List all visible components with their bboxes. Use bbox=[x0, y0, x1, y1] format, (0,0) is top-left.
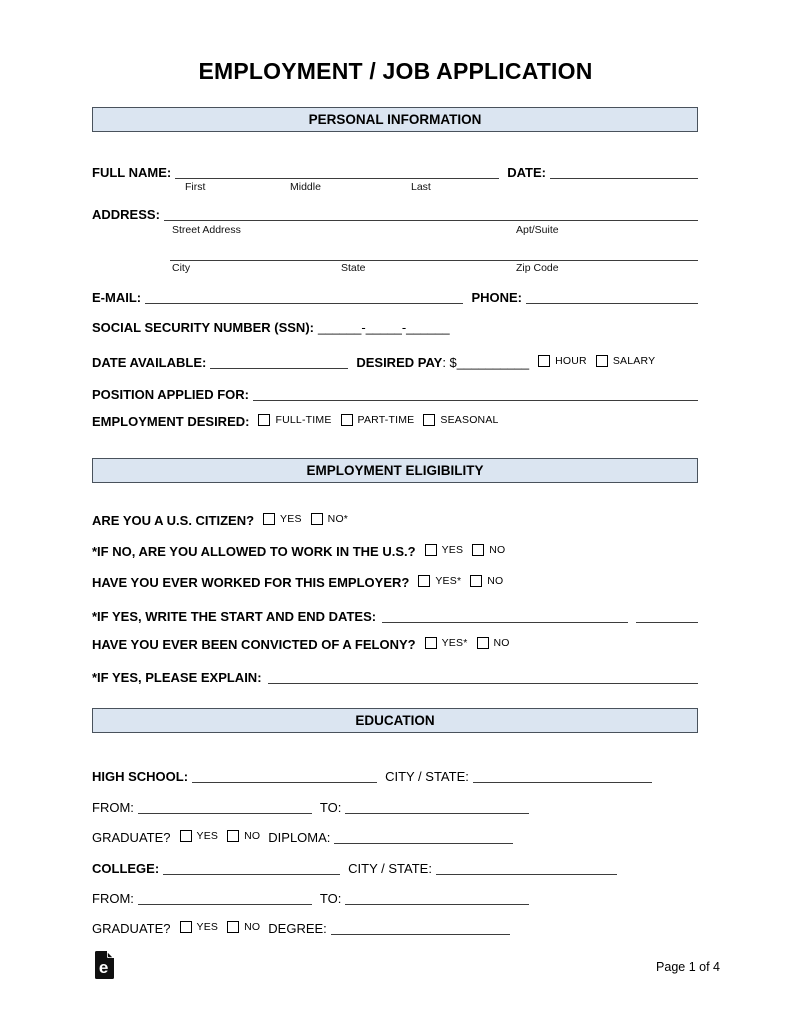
full-name-row bbox=[92, 162, 698, 180]
option-felony-yes bbox=[425, 637, 468, 649]
address-row-2 bbox=[92, 244, 698, 259]
position-label: POSITION APPLIED FOR: bbox=[92, 387, 249, 402]
citizen-no-checkbox[interactable] bbox=[311, 513, 323, 525]
hs-graduate-yes-checkbox[interactable] bbox=[180, 830, 192, 842]
ssn-row bbox=[92, 320, 698, 335]
full-name-blank[interactable] bbox=[175, 164, 499, 179]
ssn-label: SOCIAL SECURITY NUMBER (SSN): bbox=[92, 320, 314, 335]
full-time-label: FULL-TIME bbox=[275, 414, 332, 426]
page-number: Page 1 of 4 bbox=[656, 960, 720, 974]
section-header-education-label: EDUCATION bbox=[355, 713, 435, 728]
email-phone-row bbox=[92, 287, 698, 305]
phone-label: PHONE: bbox=[471, 290, 522, 305]
employment-desired-label: EMPLOYMENT DESIRED: bbox=[92, 414, 250, 429]
option-allowed-no bbox=[472, 544, 505, 556]
street-address-sublabel: Street Address bbox=[172, 224, 241, 236]
felony-question-row bbox=[92, 637, 510, 652]
hour-checkbox[interactable] bbox=[538, 355, 550, 367]
eforms-logo bbox=[95, 951, 114, 979]
allowed-yes-checkbox[interactable] bbox=[425, 544, 437, 556]
desired-pay-separator: : $ bbox=[442, 355, 457, 370]
last-sublabel: Last bbox=[411, 181, 431, 193]
allowed-question-row bbox=[92, 544, 505, 559]
hs-graduate-no-checkbox[interactable] bbox=[227, 830, 239, 842]
college-from-label: FROM: bbox=[92, 891, 134, 906]
phone-blank[interactable] bbox=[526, 289, 698, 304]
document-title: EMPLOYMENT / JOB APPLICATION bbox=[198, 58, 593, 84]
allowed-question-label: *IF NO, ARE YOU ALLOWED TO WORK IN THE U.S.? bbox=[92, 544, 416, 559]
felony-yes-label: YES* bbox=[441, 637, 468, 649]
address-row bbox=[92, 204, 698, 222]
college-graduate-yes-checkbox[interactable] bbox=[180, 921, 192, 933]
citizen-yes-label: YES bbox=[280, 513, 302, 525]
hs-graduate-no-label: NO bbox=[244, 830, 261, 842]
start-end-dates-label: *IF YES, WRITE THE START AND END DATES: bbox=[92, 609, 377, 624]
start-end-dates-blank-2[interactable] bbox=[636, 608, 698, 623]
date-available-blank[interactable] bbox=[210, 354, 348, 369]
worked-no-checkbox[interactable] bbox=[470, 575, 482, 587]
college-graduate-no-checkbox[interactable] bbox=[227, 921, 239, 933]
college-city-state-blank[interactable] bbox=[436, 860, 617, 875]
college-label: COLLEGE: bbox=[92, 861, 160, 876]
college-graduate-label: GRADUATE? bbox=[92, 921, 171, 936]
address-sublabels-1 bbox=[92, 224, 698, 238]
hs-from-blank[interactable] bbox=[138, 799, 312, 814]
diploma-blank[interactable] bbox=[334, 829, 513, 844]
hs-to-label: TO: bbox=[319, 800, 342, 815]
explain-row bbox=[92, 667, 698, 685]
salary-label: SALARY bbox=[612, 355, 656, 367]
option-part-time bbox=[341, 414, 415, 426]
explain-blank[interactable] bbox=[268, 669, 698, 684]
salary-checkbox[interactable] bbox=[596, 355, 608, 367]
worked-no-label: NO bbox=[487, 575, 504, 587]
employment-desired-row bbox=[92, 414, 499, 429]
option-worked-no bbox=[470, 575, 503, 587]
citizen-question-label: ARE YOU A U.S. CITIZEN? bbox=[92, 513, 255, 528]
college-graduate-row bbox=[92, 918, 510, 936]
felony-yes-checkbox[interactable] bbox=[425, 637, 437, 649]
allowed-yes-label: YES bbox=[441, 544, 464, 556]
option-citizen-no bbox=[311, 513, 348, 525]
start-end-dates-row bbox=[92, 606, 698, 624]
date-blank[interactable] bbox=[550, 164, 698, 179]
citizen-yes-checkbox[interactable] bbox=[263, 513, 275, 525]
position-row bbox=[92, 384, 698, 402]
college-blank[interactable] bbox=[163, 860, 340, 875]
college-from-blank[interactable] bbox=[138, 890, 312, 905]
hs-graduate-row bbox=[92, 827, 513, 845]
email-blank[interactable] bbox=[145, 289, 463, 304]
worked-yes-label: YES* bbox=[435, 575, 462, 587]
section-header-personal bbox=[92, 107, 698, 132]
citizen-question-row bbox=[92, 513, 348, 528]
degree-label: DEGREE: bbox=[268, 921, 327, 936]
date-available-label: DATE AVAILABLE: bbox=[92, 355, 207, 370]
felony-no-label: NO bbox=[493, 637, 510, 649]
explain-label: *IF YES, PLEASE EXPLAIN: bbox=[92, 670, 262, 685]
felony-no-checkbox[interactable] bbox=[477, 637, 489, 649]
address-sublabels-2 bbox=[92, 262, 698, 276]
part-time-checkbox[interactable] bbox=[341, 414, 353, 426]
section-header-eligibility-label: EMPLOYMENT ELIGIBILITY bbox=[306, 463, 484, 478]
option-felony-no bbox=[477, 637, 510, 649]
option-worked-yes bbox=[418, 575, 461, 587]
option-allowed-yes bbox=[425, 544, 464, 556]
email-label: E-MAIL: bbox=[92, 290, 142, 305]
city-sublabel: City bbox=[172, 262, 191, 274]
option-college-graduate-yes bbox=[180, 921, 219, 933]
worked-question-label: HAVE YOU EVER WORKED FOR THIS EMPLOYER? bbox=[92, 575, 410, 590]
part-time-label: PART-TIME bbox=[357, 414, 415, 426]
hs-to-blank[interactable] bbox=[345, 799, 529, 814]
date-available-row bbox=[92, 352, 655, 370]
diploma-label: DIPLOMA: bbox=[268, 830, 331, 845]
logo-letter: e bbox=[98, 958, 109, 977]
college-row bbox=[92, 858, 617, 876]
full-name-label: FULL NAME: bbox=[92, 165, 172, 180]
section-header-personal-label: PERSONAL INFORMATION bbox=[308, 112, 482, 127]
hs-from-to-row bbox=[92, 797, 529, 815]
seasonal-label: SEASONAL bbox=[440, 414, 499, 426]
section-header-eligibility bbox=[92, 458, 698, 483]
option-seasonal bbox=[423, 414, 498, 426]
hs-graduate-yes-label: YES bbox=[196, 830, 219, 842]
degree-blank[interactable] bbox=[331, 920, 510, 935]
college-graduate-no-label: NO bbox=[244, 921, 261, 933]
position-blank[interactable] bbox=[253, 386, 698, 401]
college-to-blank[interactable] bbox=[345, 890, 529, 905]
hs-graduate-label: GRADUATE? bbox=[92, 830, 171, 845]
desired-pay-label: DESIRED PAY bbox=[356, 355, 443, 370]
full-time-checkbox[interactable] bbox=[258, 414, 270, 426]
college-to-label: TO: bbox=[319, 891, 342, 906]
option-hs-graduate-no bbox=[227, 830, 260, 842]
allowed-no-label: NO bbox=[489, 544, 506, 556]
first-sublabel: First bbox=[185, 181, 206, 193]
option-college-graduate-no bbox=[227, 921, 260, 933]
high-school-blank[interactable] bbox=[192, 768, 377, 783]
name-sublabels bbox=[92, 181, 698, 195]
college-city-state-label: CITY / STATE: bbox=[348, 861, 432, 876]
option-hs-graduate-yes bbox=[180, 830, 219, 842]
street-address-blank[interactable] bbox=[164, 206, 698, 221]
option-citizen-yes bbox=[263, 513, 302, 525]
hour-label: HOUR bbox=[555, 355, 587, 367]
high-school-row bbox=[92, 766, 652, 784]
desired-pay-blank[interactable]: __________ bbox=[456, 355, 530, 370]
date-label: DATE: bbox=[507, 165, 546, 180]
allowed-no-checkbox[interactable] bbox=[472, 544, 484, 556]
option-hour bbox=[538, 355, 587, 367]
zip-sublabel: Zip Code bbox=[516, 262, 559, 274]
start-end-dates-blank[interactable] bbox=[382, 608, 628, 623]
worked-question-row bbox=[92, 575, 503, 590]
apt-suite-sublabel: Apt/Suite bbox=[516, 224, 559, 236]
ssn-blank[interactable]: ______-_____-______ bbox=[317, 320, 450, 335]
hs-from-label: FROM: bbox=[92, 800, 134, 815]
state-sublabel: State bbox=[341, 262, 366, 274]
seasonal-checkbox[interactable] bbox=[423, 414, 435, 426]
high-school-label: HIGH SCHOOL: bbox=[92, 769, 189, 784]
option-full-time bbox=[258, 414, 331, 426]
college-graduate-yes-label: YES bbox=[196, 921, 219, 933]
worked-yes-checkbox[interactable] bbox=[418, 575, 430, 587]
citizen-no-label: NO* bbox=[327, 513, 349, 525]
option-salary bbox=[596, 355, 655, 367]
middle-sublabel: Middle bbox=[290, 181, 321, 193]
address-label: ADDRESS: bbox=[92, 207, 160, 222]
felony-question-label: HAVE YOU EVER BEEN CONVICTED OF A FELONY? bbox=[92, 637, 416, 652]
hs-city-state-blank[interactable] bbox=[473, 768, 652, 783]
city-state-zip-blank[interactable] bbox=[170, 246, 698, 261]
hs-city-state-label: CITY / STATE: bbox=[385, 769, 469, 784]
college-from-to-row bbox=[92, 888, 529, 906]
section-header-education bbox=[92, 708, 698, 733]
